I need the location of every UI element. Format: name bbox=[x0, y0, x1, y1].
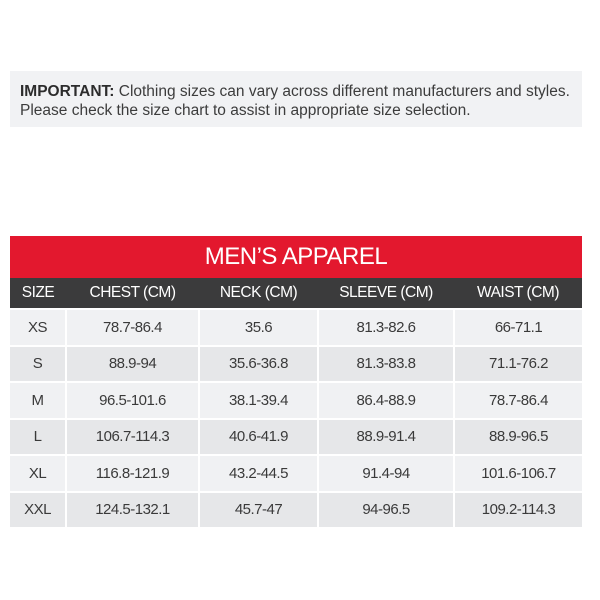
header-size: SIZE bbox=[10, 278, 66, 309]
table-row bbox=[10, 382, 582, 419]
cell-neck: 35.6 bbox=[199, 309, 318, 346]
cell-neck: 45.7-47 bbox=[199, 492, 318, 528]
notice-important-label: IMPORTANT: bbox=[20, 83, 115, 100]
table-row bbox=[10, 309, 582, 346]
cell-size: L bbox=[10, 419, 66, 456]
size-notice bbox=[10, 71, 582, 127]
cell-size: S bbox=[10, 346, 66, 383]
header-sleeve: SLEEVE (CM) bbox=[318, 278, 454, 309]
notice-text: Clothing sizes can vary across different manufacturers and styles. Please check the size chart to assist in appropriate size selection. bbox=[20, 83, 570, 119]
cell-sleeve: 91.4-94 bbox=[318, 455, 454, 492]
table-row bbox=[10, 455, 582, 492]
table-row bbox=[10, 346, 582, 383]
cell-waist: 88.9-96.5 bbox=[454, 419, 582, 456]
chart-title: MEN’S APPAREL bbox=[10, 236, 582, 278]
header-neck: NECK (CM) bbox=[199, 278, 318, 309]
cell-neck: 43.2-44.5 bbox=[199, 455, 318, 492]
cell-chest: 116.8-121.9 bbox=[66, 455, 199, 492]
cell-size: XS bbox=[10, 309, 66, 346]
cell-size: M bbox=[10, 382, 66, 419]
header-chest: CHEST (CM) bbox=[66, 278, 199, 309]
header-row bbox=[10, 278, 582, 309]
cell-waist: 109.2-114.3 bbox=[454, 492, 582, 528]
table-row bbox=[10, 492, 582, 528]
cell-neck: 38.1-39.4 bbox=[199, 382, 318, 419]
cell-waist: 101.6-106.7 bbox=[454, 455, 582, 492]
cell-size: XXL bbox=[10, 492, 66, 528]
cell-chest: 88.9-94 bbox=[66, 346, 199, 383]
cell-sleeve: 81.3-83.8 bbox=[318, 346, 454, 383]
size-table bbox=[10, 278, 582, 527]
cell-sleeve: 88.9-91.4 bbox=[318, 419, 454, 456]
cell-sleeve: 81.3-82.6 bbox=[318, 309, 454, 346]
header-waist: WAIST (CM) bbox=[454, 278, 582, 309]
cell-waist: 71.1-76.2 bbox=[454, 346, 582, 383]
cell-neck: 40.6-41.9 bbox=[199, 419, 318, 456]
cell-chest: 78.7-86.4 bbox=[66, 309, 199, 346]
cell-size: XL bbox=[10, 455, 66, 492]
cell-chest: 124.5-132.1 bbox=[66, 492, 199, 528]
cell-sleeve: 86.4-88.9 bbox=[318, 382, 454, 419]
size-chart bbox=[10, 236, 582, 527]
cell-sleeve: 94-96.5 bbox=[318, 492, 454, 528]
cell-neck: 35.6-36.8 bbox=[199, 346, 318, 383]
cell-waist: 66-71.1 bbox=[454, 309, 582, 346]
cell-chest: 106.7-114.3 bbox=[66, 419, 199, 456]
cell-chest: 96.5-101.6 bbox=[66, 382, 199, 419]
cell-waist: 78.7-86.4 bbox=[454, 382, 582, 419]
table-row bbox=[10, 419, 582, 456]
